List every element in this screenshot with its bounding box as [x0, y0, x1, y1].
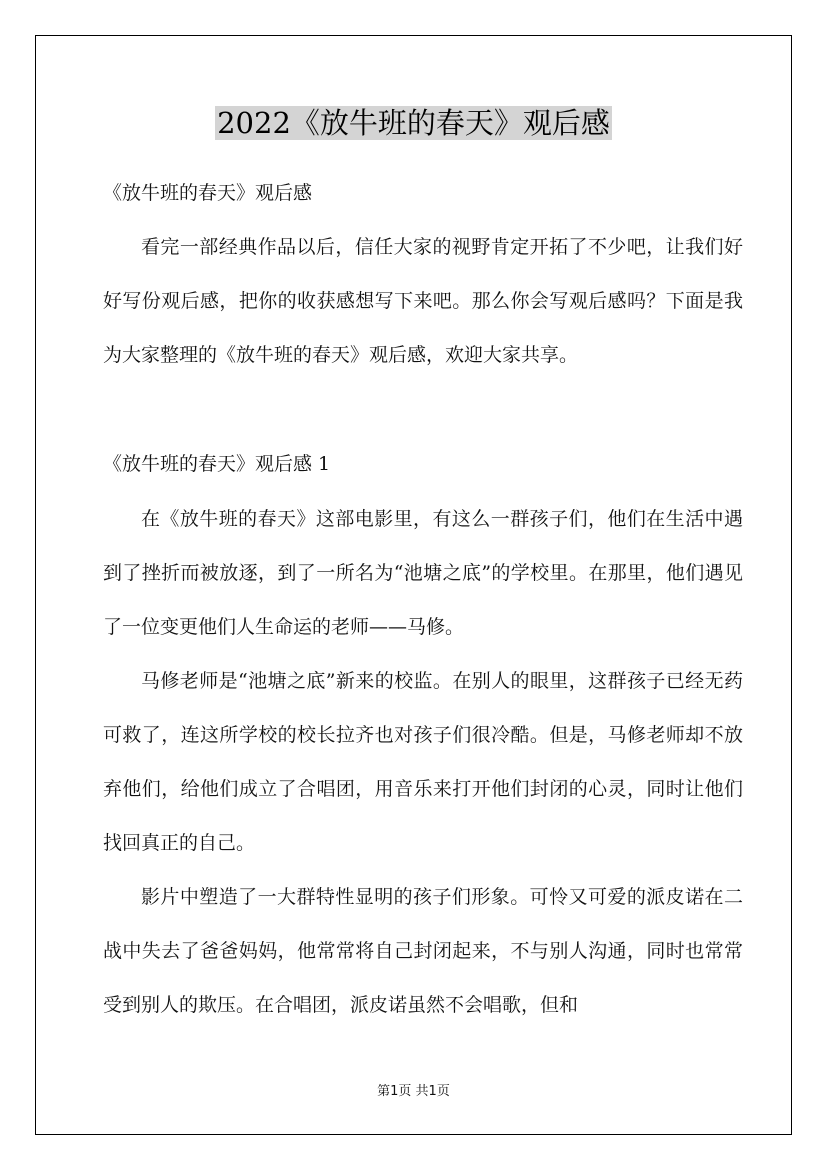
intro-paragraph: 看完一部经典作品以后，信任大家的视野肯定开拓了不少吧，让我们好好写份观后感，把你的收获感想写下来吧。那么你会写观后感吗？下面是我为大家整理的《放牛班的春天》观后感，欢迎大家共享。: [103, 236, 743, 366]
page-footer: 第1页 共1页: [377, 1084, 450, 1099]
body-paragraph-2: 马修老师是“池塘之底”新来的校监。在别人的眼里，这群孩子已经无药可救了，连这所学校的校长拉齐也对孩子们很冷酷。但是，马修老师却不放弃他们，给他们成立了合唱团，用音乐来打开他们封闭的心灵，同时让他们找回真正的自己。: [103, 670, 743, 854]
intro-block: [103, 220, 743, 382]
document-title: [0, 102, 827, 144]
body-paragraph-3: 影片中塑造了一大群特性显明的孩子们形象。可怜又可爱的派皮诺在二战中失去了爸爸妈妈，他常常将自己封闭起来，不与别人沟通，同时也常常受到别人的欺压。在合唱团，派皮诺虽然不会唱歌，但和: [103, 886, 743, 1016]
body-paragraph-1: 在《放牛班的春天》这部电影里，有这么一群孩子们，他们在生活中遇到了挫折而被放逐，到了一所名为“池塘之底”的学校里。在那里，他们遇见了一位变更他们人生命运的老师——马修。: [103, 508, 743, 638]
section-heading: 《放牛班的春天》观后感 1: [103, 453, 331, 475]
document-title-text: 2022《放牛班的春天》观后感: [217, 106, 610, 140]
document-subtitle: 《放牛班的春天》观后感: [103, 182, 313, 204]
section-body: [103, 492, 743, 1032]
